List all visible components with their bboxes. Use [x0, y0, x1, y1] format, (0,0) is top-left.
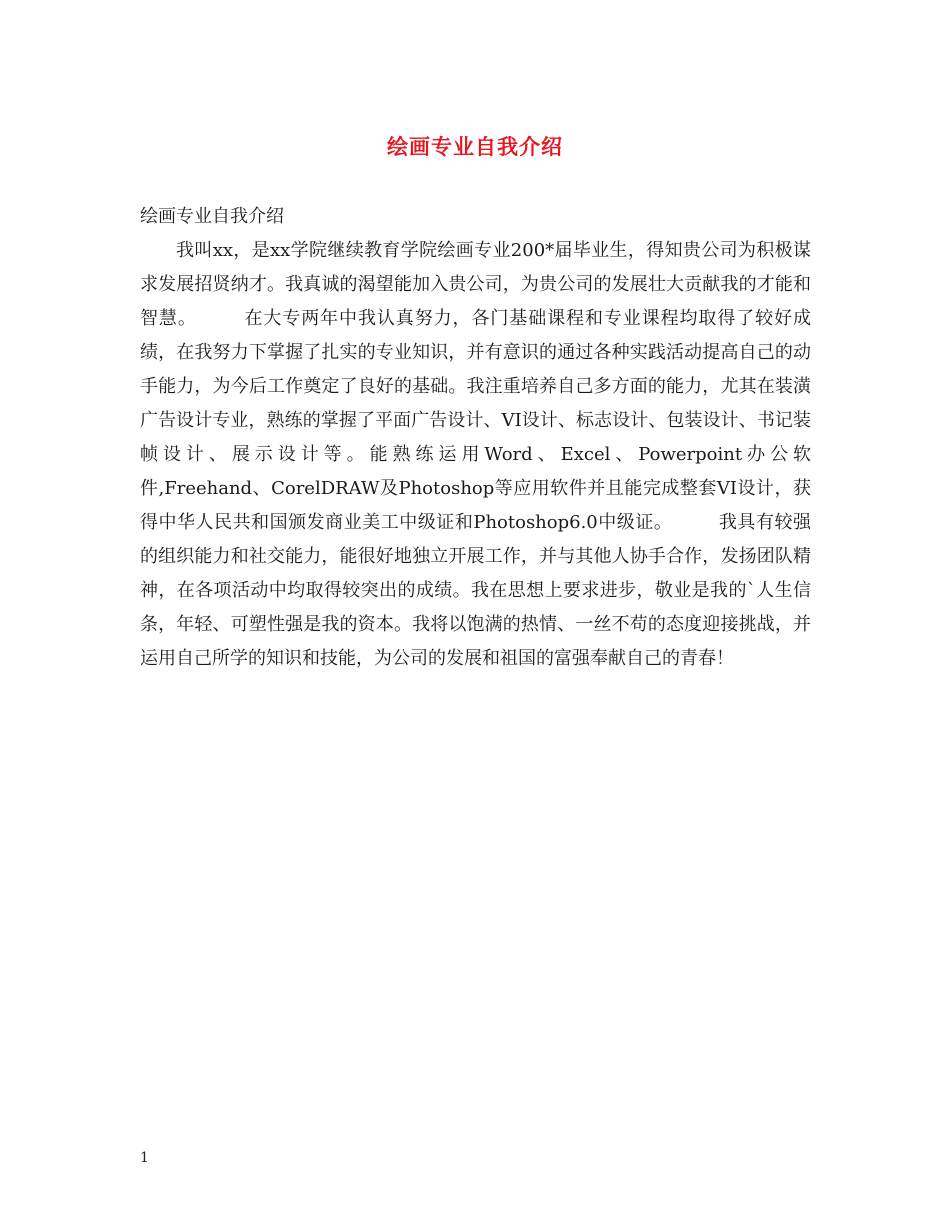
page-number: 1: [140, 1150, 149, 1166]
document-content: [140, 200, 811, 676]
document-title: 绘画专业自我介绍: [387, 134, 563, 159]
document-body: 我叫xx，是xx学院继续教育学院绘画专业200*届毕业生，得知贵公司为积极谋求发展招贤纳才。我真诚的渴望能加入贵公司，为贵公司的发展壮大贡献我的才能和智慧。 在大专两年中我认真努力，各门基础课程和专业课程均取得了较好成绩，在我努力下掌握了扎实的专业知识，并有意识的通过各种实践活动提高自己的动手能力，为今后工作奠定了良好的基础。我注重培养自己多方面的能力，尤其在装潢广告设计专业，熟练的掌握了平面广告设计、VI设计、标志设计、包装设计、书记装帧设计、展示设计等。能熟练运用Word、Excel、Powerpoint办公软件,Freehand、CorelDRAW及Photoshop等应用软件并且能完成整套VI设计，获得中华人民共和国颁发商业美工中级证和Photoshop6.0中级证。 我具有较强的组织能力和社交能力，能很好地独立开展工作，并与其他人协手合作，发扬团队精神，在各项活动中均取得较突出的成绩。我在思想上要求进步，敬业是我的`人生信条，年轻、可塑性强是我的资本。我将以饱满的热情、一丝不苟的态度迎接挑战，并运用自己所学的知识和技能，为公司的发展和祖国的富强奉献自己的青春！: [140, 240, 811, 669]
document-subtitle: 绘画专业自我介绍: [140, 206, 284, 227]
